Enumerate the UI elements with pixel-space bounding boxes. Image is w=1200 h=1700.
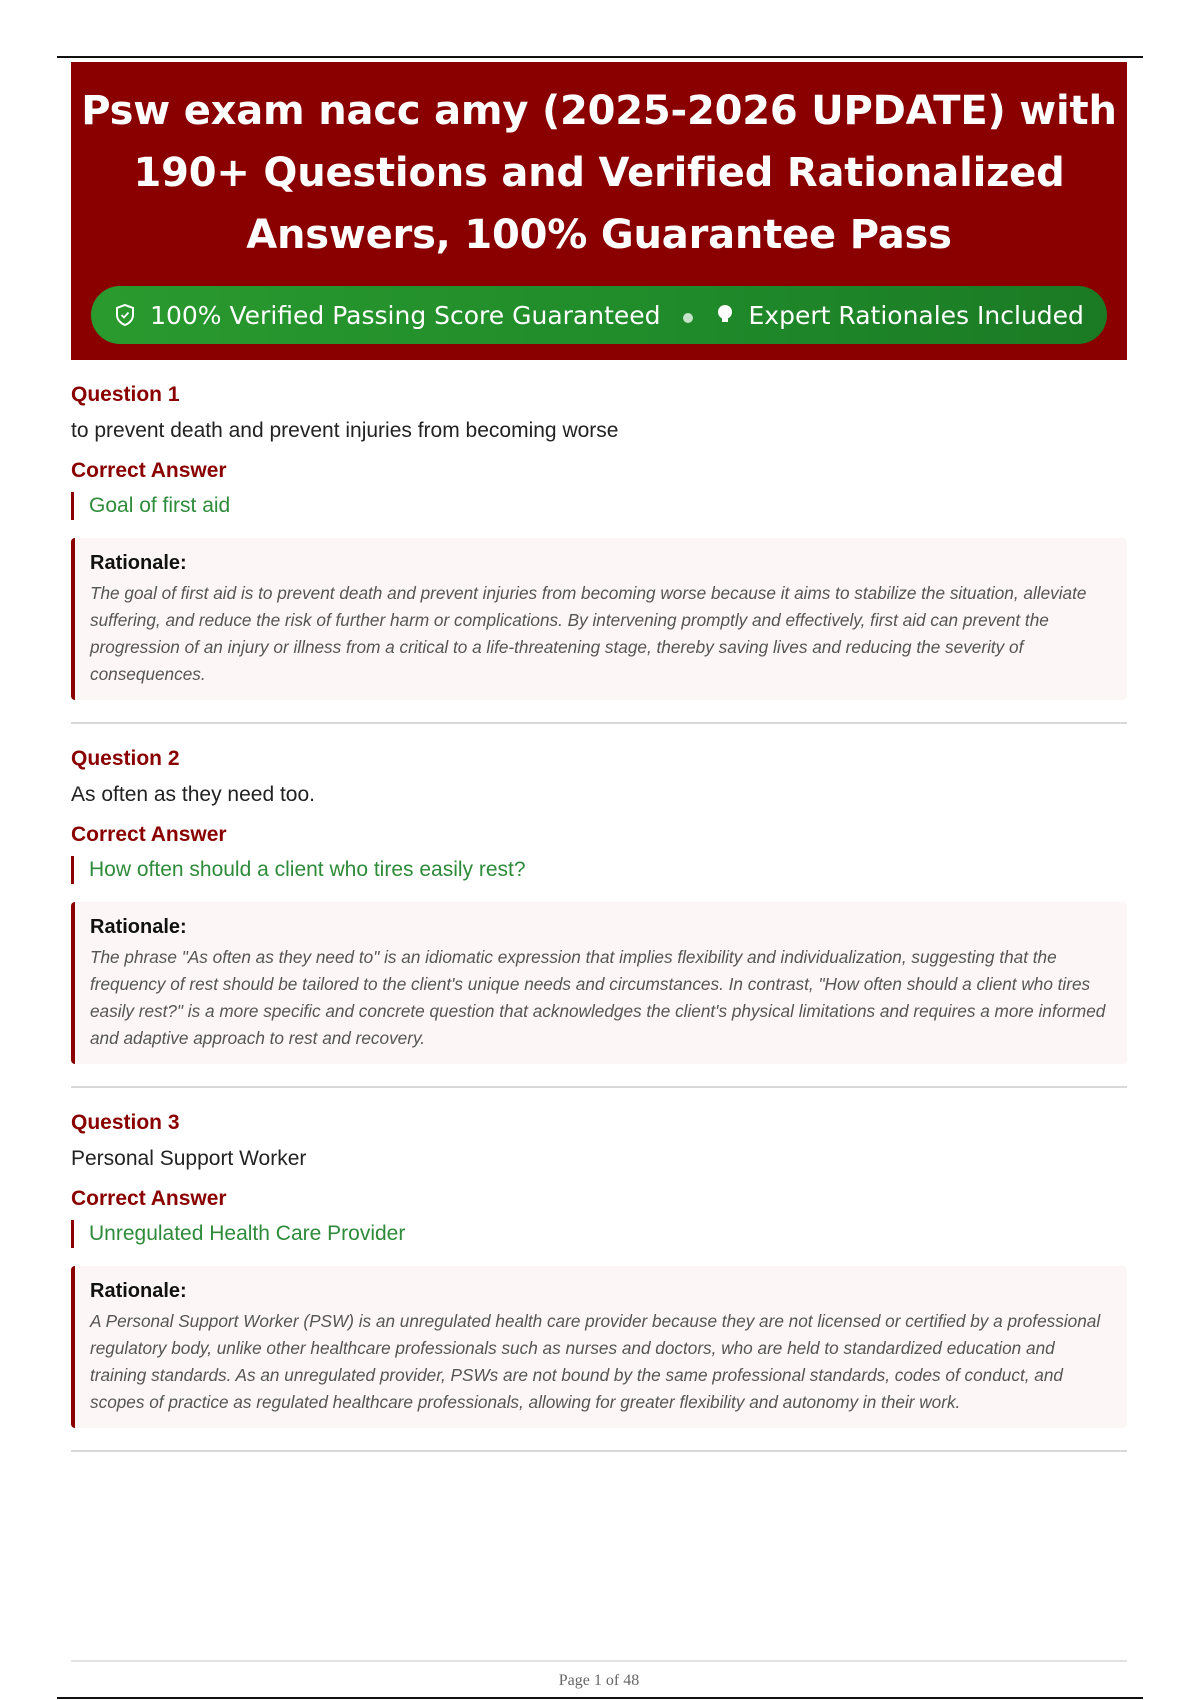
rationale-label: Rationale: [90, 916, 187, 938]
bottom-rule [57, 1697, 1143, 1699]
question-text: to prevent death and prevent injuries from becoming worse [71, 419, 619, 442]
question-text: As often as they need too. [71, 783, 316, 806]
rationale-box [71, 902, 1127, 1064]
page-number: Page 1 of 48 [558, 1672, 640, 1689]
correct-answer-label: Correct Answer [71, 823, 227, 846]
document-title: Psw exam nacc amy (2025-2026 UPDATE) with 190+ Questions and Verified Rationalized Answers, 100% Guarantee Pass [81, 88, 1117, 258]
rationale-label: Rationale: [90, 1280, 187, 1302]
question-block-2 [71, 724, 1127, 1088]
question-block-3 [71, 1088, 1127, 1452]
badge-verified-text: 100% Verified Passing Score Guaranteed [150, 300, 661, 330]
rationale-label: Rationale: [90, 552, 187, 574]
question-label: Question 2 [71, 747, 180, 770]
rationale-text: A Personal Support Worker (PSW) is an unregulated health care provider because they are not licensed or certified by a professional regulatory body, unlike other healthcare professionals such as nurses and doctors, who are held to standardized education and training standards. As an unregulated provider, PSWs are not bound by the same professional standards, codes of conduct, and scopes of practice as regulated healthcare professionals, allowing for greater flexibility and autonomy in their work. [90, 1311, 1101, 1412]
rationale-text: The goal of first aid is to prevent death and prevent injuries from becoming worse because it aims to stabilize the situation, alleviate suffering, and reduce the risk of further harm or complications. By intervening promptly and effectively, first aid can prevent the progression of an injury or illness from a critical to a life-threatening stage, thereby saving lives and reducing the severity of consequences. [90, 583, 1087, 684]
guarantee-badge [91, 286, 1107, 344]
document-page [71, 62, 1127, 1452]
shield-icon [114, 303, 136, 327]
rationale-box [71, 538, 1127, 700]
badge-rationales-text: Expert Rationales Included [748, 300, 1084, 330]
correct-answer: Goal of first aid [71, 492, 1127, 520]
title-banner [71, 62, 1127, 360]
question-label: Question 1 [71, 383, 180, 406]
correct-answer-label: Correct Answer [71, 459, 227, 482]
correct-answer-label: Correct Answer [71, 1187, 227, 1210]
question-text: Personal Support Worker [71, 1147, 307, 1170]
rationale-box [71, 1266, 1127, 1428]
page-footer [71, 1660, 1127, 1690]
separator-dot [683, 313, 693, 323]
question-block-1 [71, 360, 1127, 724]
correct-answer: How often should a client who tires easily rest? [71, 856, 1127, 884]
lightbulb-icon [715, 303, 735, 327]
rationale-text: The phrase "As often as they need to" is an idiomatic expression that implies flexibility and individualization, suggesting that the frequency of rest should be tailored to the client's unique needs and circumstances. In contrast, "How often should a client who tires easily rest?" is a more specific and concrete question that acknowledges the client's physical limitations and requires a more informed and adaptive approach to rest and recovery. [90, 947, 1106, 1048]
correct-answer: Unregulated Health Care Provider [71, 1220, 1127, 1248]
top-rule [57, 56, 1143, 58]
question-label: Question 3 [71, 1111, 180, 1134]
